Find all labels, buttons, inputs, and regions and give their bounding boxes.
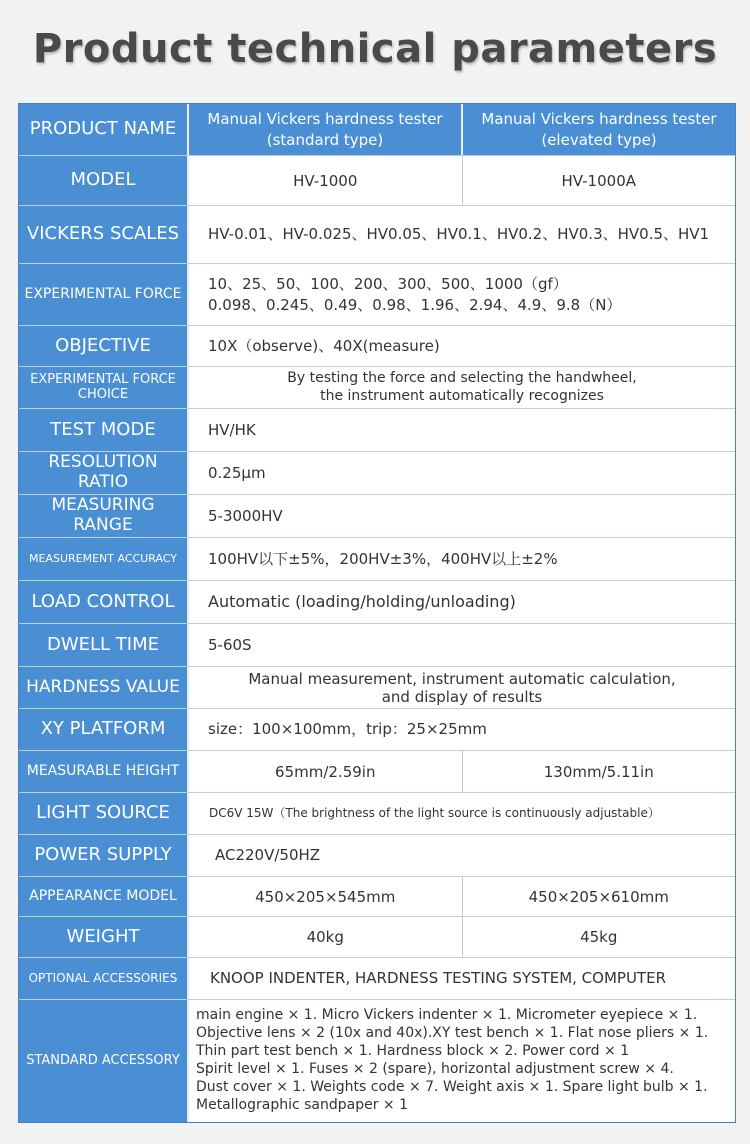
label-objective: OBJECTIVE [19,326,189,366]
label-weight: WEIGHT [19,917,189,957]
product-name-standard: Manual Vickers hardness tester (standard type) [189,104,461,155]
label-appearance-model: APPEARANCE MODEL [19,877,189,916]
label-power-supply: POWER SUPPLY [19,835,189,876]
label-test-mode: TEST MODE [19,409,189,451]
row-objective [19,326,735,367]
measuring-range-value: 5-3000HV [189,495,735,537]
model-elevated: HV-1000A [462,156,736,205]
weight-standard: 40kg [189,917,462,957]
optional-accessories-value: KNOOP INDENTER, HARDNESS TESTING SYSTEM, COMPUTER [189,958,735,999]
measurable-height-elevated: 130mm/5.11in [462,751,736,792]
page-title: Product technical parameters [32,26,718,72]
row-experimental-force [19,264,735,326]
row-power-supply [19,835,735,877]
row-appearance-model [19,877,735,917]
model-standard: HV-1000 [189,156,462,205]
label-standard-accessory: STANDARD ACCESSORY [19,1000,189,1122]
measurable-height-standard: 65mm/2.59in [189,751,462,792]
row-vickers-scales [19,206,735,264]
experimental-force-gf: 10、25、50、100、200、300、500、1000（gf） [208,275,568,294]
experimental-force-n: 0.098、0.245、0.49、0.98、1.96、2.94、4.9、9.8（N） [208,295,622,314]
weight-elevated: 45kg [462,917,736,957]
row-hardness-value [19,667,735,709]
appearance-model-standard: 450×205×545mm [189,877,462,916]
row-force-choice [19,367,735,409]
product-name-elevated: Manual Vickers hardness tester (elevated type) [461,104,735,155]
test-mode-value: HV/HK [189,409,735,451]
label-measurement-accuracy: MEASUREMENT ACCURACY [19,538,189,580]
row-resolution-ratio [19,452,735,495]
resolution-ratio-value: 0.25μm [189,452,735,494]
row-weight [19,917,735,958]
appearance-model-elevated: 450×205×610mm [462,877,736,916]
force-choice-value: By testing the force and selecting the handwheel, the instrument automatically recognizes [189,367,735,408]
label-light-source: LIGHT SOURCE [19,793,189,834]
row-measurable-height [19,751,735,793]
row-product-name [19,104,735,156]
standard-accessory-value: main engine × 1. Micro Vickers indenter × 1. Micrometer eyepiece × 1. Objective lens × 2 (10x and 40x).XY test bench × 1. Flat nose pliers × 1. Thin part test bench × 1. Hardness block × 2. Power cord × 1 Spirit level × 1. Fuses × 2 (spare), horizontal adjustment screw × 4. Dust cover × 1. Weights code × 7. Weight axis × 1. Spare light bulb × 1. Metallographic sandpaper × 1 [189,1000,735,1122]
dwell-time-value: 5-60S [189,624,735,666]
hardness-value-value: Manual measurement, instrument automatic calculation, and display of results [189,667,735,708]
row-model [19,156,735,206]
label-optional-accessories: OPTIONAL ACCESSORIES [19,958,189,999]
label-model: MODEL [19,156,189,205]
row-standard-accessory [19,1000,735,1122]
label-measuring-range: MEASURING RANGE [19,495,189,537]
light-source-value: DC6V 15W（The brightness of the light source is continuously adjustable） [189,793,735,834]
row-optional-accessories [19,958,735,1000]
vickers-scales-value: HV-0.01、HV-0.025、HV0.05、HV0.1、HV0.2、HV0.3、HV0.5、HV1 [189,206,735,263]
row-load-control [19,581,735,624]
label-force-choice: EXPERIMENTAL FORCE CHOICE [19,367,189,408]
objective-value: 10X（observe)、40X(measure) [189,326,735,366]
label-experimental-force: EXPERIMENTAL FORCE [19,264,189,325]
label-xy-platform: XY PLATFORM [19,709,189,750]
row-dwell-time [19,624,735,667]
label-dwell-time: DWELL TIME [19,624,189,666]
label-product-name: PRODUCT NAME [19,104,189,155]
label-measurable-height: MEASURABLE HEIGHT [19,751,189,792]
row-test-mode [19,409,735,452]
row-measurement-accuracy [19,538,735,581]
parameters-table [18,103,736,1123]
load-control-value: Automatic (loading/holding/unloading) [189,581,735,623]
label-load-control: LOAD CONTROL [19,581,189,623]
row-measuring-range [19,495,735,538]
measurement-accuracy-value: 100HV以下±5%，200HV±3%，400HV以上±2% [189,538,735,580]
label-hardness-value: HARDNESS VALUE [19,667,189,708]
row-xy-platform [19,709,735,751]
label-resolution-ratio: RESOLUTION RATIO [19,452,189,494]
power-supply-value: AC220V/50HZ [189,835,735,876]
label-vickers-scales: VICKERS SCALES [19,206,189,263]
row-light-source [19,793,735,835]
xy-platform-value: size：100×100mm，trip：25×25mm [189,709,735,750]
